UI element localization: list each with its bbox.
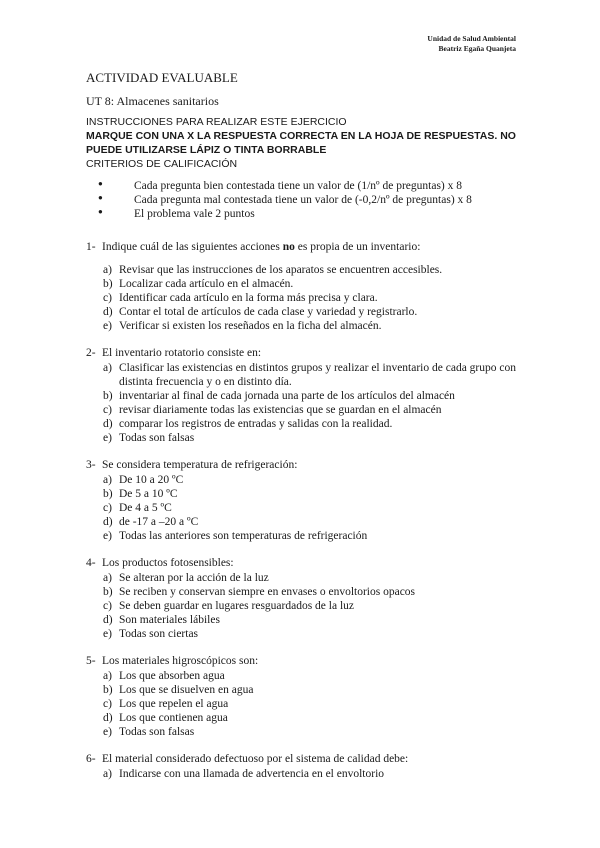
criteria-heading: CRITERIOS DE CALIFICACIÓN — [86, 158, 238, 170]
instructions-bold-line-1: MARQUE CON UNA X LA RESPUESTA CORRECTA EN LA HOJA DE RESPUESTAS. NO — [86, 130, 516, 142]
question-text: El inventario rotatorio consiste en: — [102, 347, 262, 359]
document-subtitle: UT 8: Almacenes sanitarios — [86, 94, 219, 108]
document-page: Unidad de Salud Ambiental Beatriz Egaña Quanjeta ACTIVIDAD EVALUABLE UT 8: Almacenes sanitarios INSTRUCCIONES PARA REALIZAR ESTE EJERCICIO MARQUE CON UNA X LA RESPUESTA CORRECTA EN LA HOJA DE RESPUESTAS. NO PUEDE UTILIZARSE LÁPIZ O TINTA BORRABLE CRITERIOS DE CALIFICACIÓN ● Cada pregunta bien contestada tiene un valor de (1/nº de preguntas) x 8 ● Cada pregunta mal contestada tiene un valor de (-0,2/nº de preguntas) x 8 ● El problema vale 2 puntos 1- Indique cuál de las siguientes acciones no es propia de un inventario: a) Revisar que las instrucciones de los aparatos se encuentren accesibles. b) Localizar cada artículo en el almacén. c) Identificar cada artículo en la forma más precisa y clara. d) Contar el total de artículos de cada clase y variedad y registrarlo. e) Verificar si existen los reseñados en la ficha del almacén. 2- El inventario rotatorio consiste en: a) Clasificar las existencias en distintos grupos y realizar el inventario de cada grupo con distinta frecuencia y o en distinto día. b) inventariar al final de cada jornada una parte de los artículos del almacén c) revisar diariamente todas las existencias que se guardan en el almacén d) comparar los registros de entradas y salidas con la realidad. e) Todas son falsas 3- Se considera temperatura de refrigeración: a) De 10 a 20 ºC b) De 5 a 10 ºC c) De 4 a 5 ºC d) de -17 a –20 a ºC e) Todas las anteriores son temperaturas de refrigeración 4- Los productos fotosensibles: a) Se alteran por la acción de la luz b) Se reciben y conservan siempre en envases o envoltorios opacos c) Se deben guardar en lugares resguardados de la luz d) Son materiales lábiles e) Todas son ciertas 5- Los materiales higroscópicos son: a) Los que absorben agua b) Los que se disuelven en agua c) Los que repelen el agua d) Los que contienen agua e) Todas son falsas 6- El material considerado defectuoso por el sistema de calidad debe: a) Indicarse con una llamada de advertencia en el envoltorio — [86, 34, 516, 780]
question-text: Los productos fotosensibles: — [102, 557, 234, 569]
bullet-icon: ● — [98, 193, 103, 202]
question-text: Los materiales higroscópicos son: — [102, 655, 259, 667]
bullet-icon: ● — [98, 179, 103, 188]
header-author: Beatriz Egaña Quanjeta — [438, 44, 516, 53]
header-unit: Unidad de Salud Ambiental — [427, 34, 516, 43]
instructions-heading: INSTRUCCIONES PARA REALIZAR ESTE EJERCICIO — [86, 116, 347, 128]
page-header — [427, 34, 516, 54]
instructions-bold-line-2: PUEDE UTILIZARSE LÁPIZ O TINTA BORRABLE — [86, 144, 327, 156]
bullet-icon: ● — [98, 207, 103, 216]
question-text: El material considerado defectuoso por el sistema de calidad debe: — [102, 753, 409, 765]
question-text: Indique cuál de las siguientes acciones no es propia de un inventario: — [102, 241, 421, 253]
document-title: ACTIVIDAD EVALUABLE — [86, 70, 238, 85]
question-text: Se considera temperatura de refrigeración: — [102, 459, 298, 471]
